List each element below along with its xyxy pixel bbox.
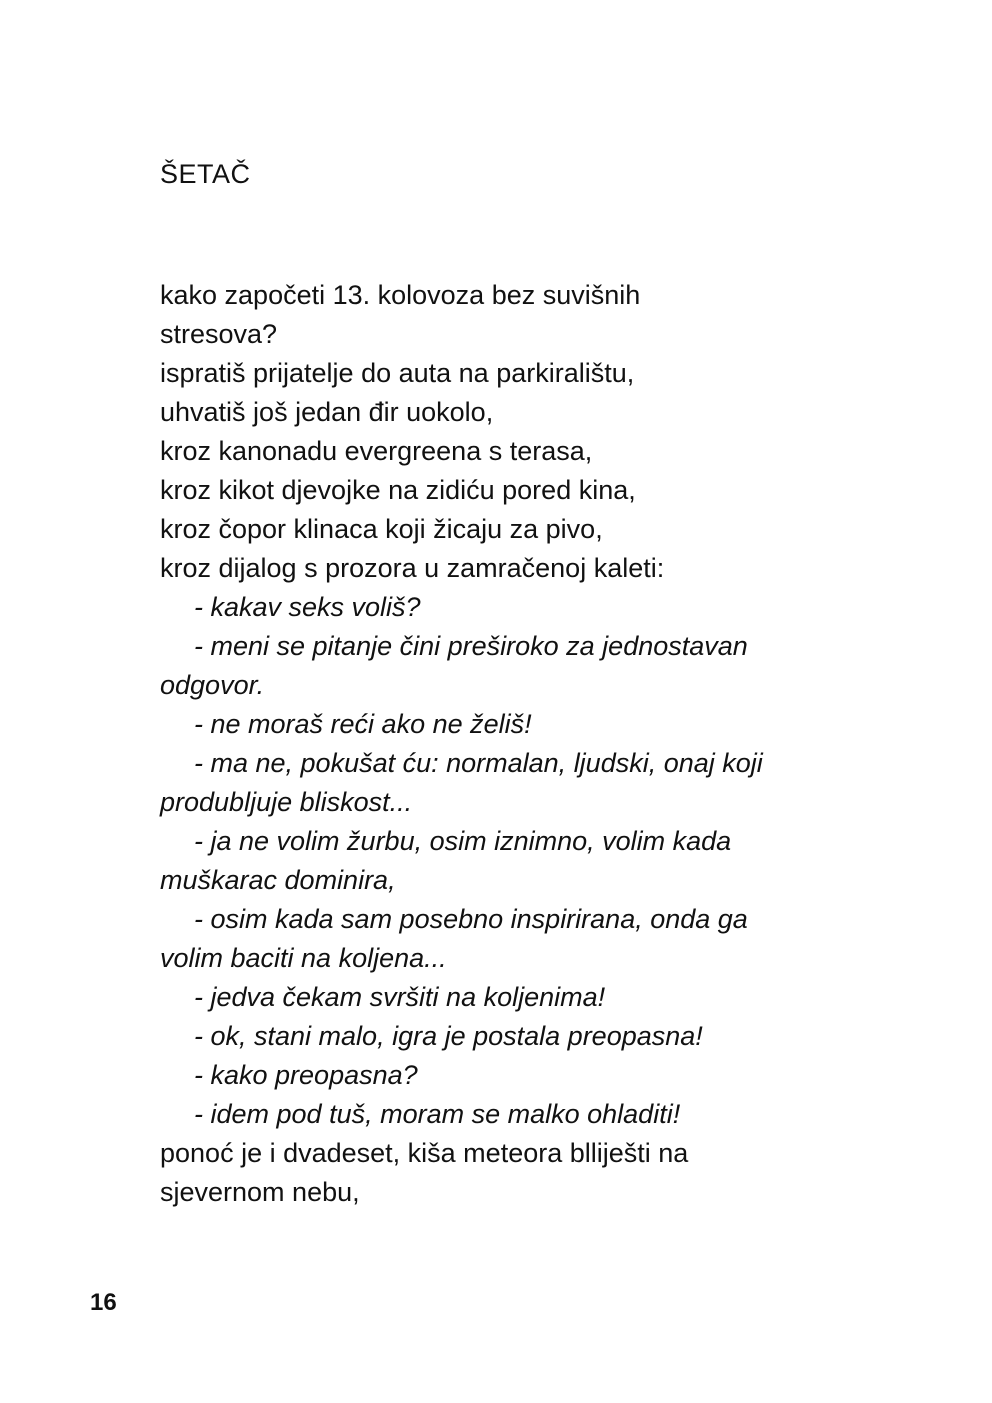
poem-body — [160, 276, 840, 1212]
dialogue-line: - osim kada sam posebno inspirirana, onda ga — [194, 904, 748, 934]
poem-line: kako započeti 13. kolovoza bez suvišnih — [160, 280, 641, 310]
dialogue-line: - ok, stani malo, igra je postala preopasna! — [194, 1021, 703, 1051]
poem-line: kroz dijalog s prozora u zamračenoj kaleti: — [160, 553, 665, 583]
dialogue-line: - ma ne, pokušat ću: normalan, ljudski, onaj koji — [194, 748, 763, 778]
poem-title: ŠETAČ — [160, 159, 251, 189]
poem-line: kroz čopor klinaca koji žicaju za pivo, — [160, 514, 603, 544]
dialogue-line: produbljuje bliskost... — [160, 787, 413, 817]
poem-line: kroz kikot djevojke na zidiću pored kina, — [160, 475, 636, 505]
dialogue-line: volim baciti na koljena... — [160, 943, 447, 973]
dialogue-line: odgovor. — [160, 670, 265, 700]
poem-line: uhvatiš još jedan đir uokolo, — [160, 397, 494, 427]
poem-line: kroz kanonadu evergreena s terasa, — [160, 436, 593, 466]
dialogue-line: - kakav seks voliš? — [194, 592, 421, 622]
poem-line: ponoć je i dvadeset, kiša meteora blliješti na — [160, 1138, 689, 1168]
poem-line: ispratiš prijatelje do auta na parkiralištu, — [160, 358, 635, 388]
dialogue-line: - idem pod tuš, moram se malko ohladiti! — [194, 1099, 681, 1129]
dialogue-line: - ja ne volim žurbu, osim iznimno, volim kada — [194, 826, 732, 856]
dialogue-line: - jedva čekam svršiti na koljenima! — [194, 982, 606, 1012]
poem-line: sjevernom nebu, — [160, 1177, 360, 1207]
dialogue-line: - ne moraš reći ako ne želiš! — [194, 709, 532, 739]
dialogue-line: - kako preopasna? — [194, 1060, 418, 1090]
page-number: 16 — [90, 1289, 117, 1316]
dialogue-line: - meni se pitanje čini preširoko za jednostavan — [194, 631, 748, 661]
poem-line: stresova? — [160, 319, 278, 349]
dialogue-line: muškarac dominira, — [160, 865, 396, 895]
